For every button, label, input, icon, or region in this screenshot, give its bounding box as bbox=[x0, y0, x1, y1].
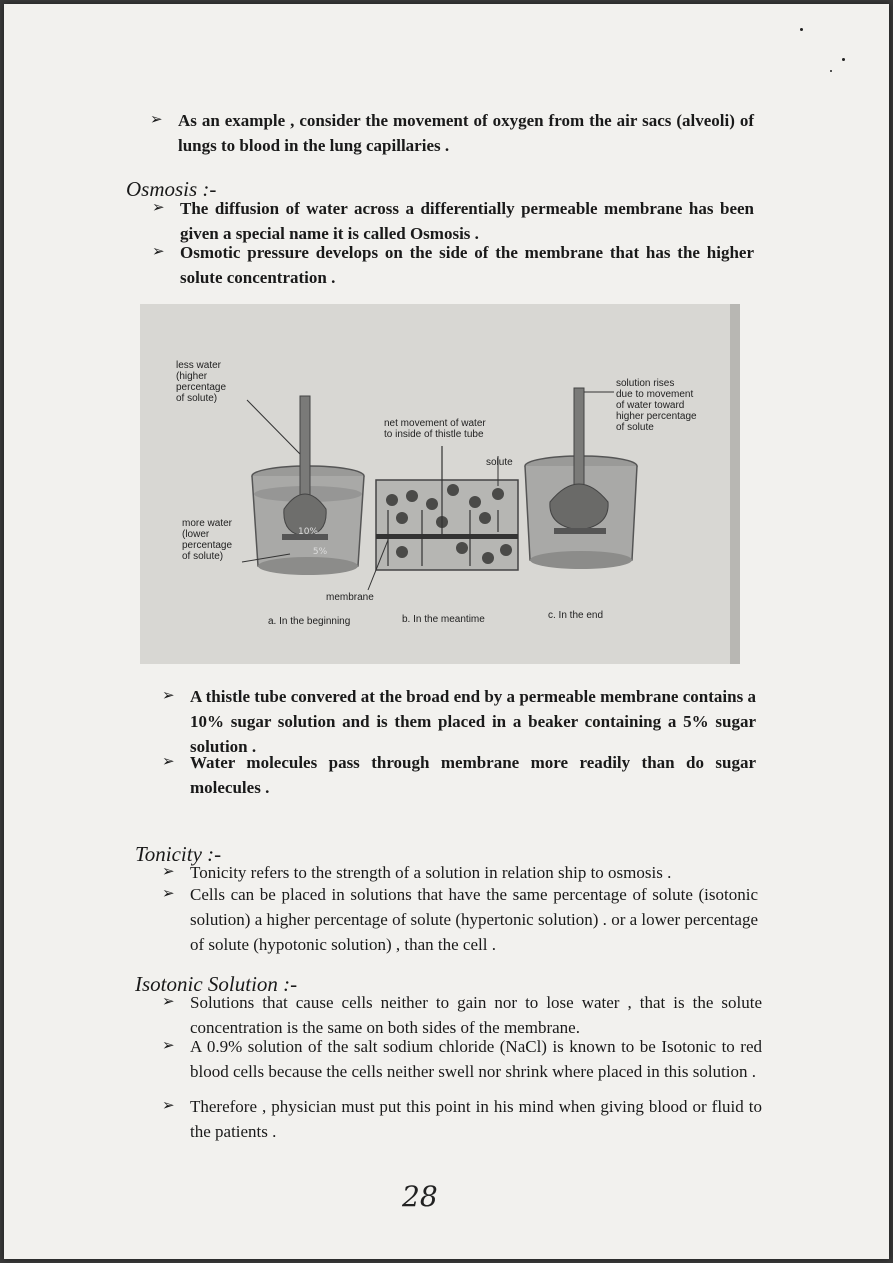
arrow-bullet-icon: ➢ bbox=[162, 864, 175, 880]
label-membrane: membrane bbox=[326, 592, 374, 603]
label-solute: solute bbox=[486, 457, 513, 468]
label-net-movement: net movement of water to inside of thistle tube bbox=[384, 418, 486, 440]
isotonic-heading: Isotonic Solution :- bbox=[135, 972, 298, 996]
tonicity-heading: Tonicity :- bbox=[135, 842, 222, 866]
tonicity-bullet: ➢ Tonicity refers to the strength of a solution in relation ship to osmosis . bbox=[190, 860, 758, 885]
scan-speck bbox=[830, 70, 832, 72]
page-number: 28 bbox=[402, 1180, 438, 1213]
label-solution-rises: solution rises due to movement of water toward higher percentage of solute bbox=[616, 378, 697, 433]
thistle-bullet: ➢ A thistle tube convered at the broad end by a permeable membrane contains a 10% sugar solution and is them placed in a beaker containing a 5% sugar solution . bbox=[190, 684, 756, 759]
isotonic-bullet: ➢ Therefore , physician must put this point in his mind when giving blood or fluid to the patients . bbox=[190, 1094, 762, 1144]
label-more-water: more water (lower percentage of solute) bbox=[182, 518, 233, 562]
caption-meantime: b. In the meantime bbox=[402, 614, 485, 625]
arrow-bullet-icon: ➢ bbox=[162, 886, 175, 902]
arrow-bullet-icon: ➢ bbox=[162, 754, 175, 770]
scan-speck bbox=[800, 28, 803, 31]
arrow-bullet-icon: ➢ bbox=[150, 112, 163, 128]
osmosis-bullet: ➢ Osmotic pressure develops on the side of the membrane that has the higher solute concentration . bbox=[180, 240, 754, 290]
arrow-bullet-icon: ➢ bbox=[162, 1098, 175, 1114]
osmosis-bullet: ➢ The diffusion of water across a differentially permeable membrane has been given a special name it is called Osmosis . bbox=[180, 196, 754, 246]
inner-percentage-label: 10% bbox=[297, 527, 319, 537]
caption-beginning: a. In the beginning bbox=[268, 616, 351, 627]
arrow-bullet-icon: ➢ bbox=[152, 244, 165, 260]
caption-end: c. In the end bbox=[548, 610, 604, 621]
scan-speck bbox=[842, 58, 845, 61]
arrow-bullet-icon: ➢ bbox=[152, 200, 165, 216]
tonicity-bullet: ➢ Cells can be placed in solutions that have the same percentage of solute (isotonic solution) a higher percentage of solute (hypertonic solution) . or a lower percentage of solute (hypotonic solution) , than the cell . bbox=[190, 882, 758, 957]
outer-percentage-label: 5% bbox=[312, 547, 328, 557]
label-less-water: less water (higher percentage of solute) bbox=[176, 360, 227, 404]
osmosis-heading: Osmosis :- bbox=[126, 177, 217, 201]
document-page bbox=[4, 4, 889, 1259]
intro-bullet: ➢ As an example , consider the movement of oxygen from the air sacs (alveoli) of lungs to blood in the lung capillaries . bbox=[178, 108, 754, 158]
osmosis-diagram bbox=[140, 304, 740, 664]
arrow-bullet-icon: ➢ bbox=[162, 1038, 175, 1054]
thistle-bullet: ➢ Water molecules pass through membrane more readily than do sugar molecules . bbox=[190, 750, 756, 800]
arrow-bullet-icon: ➢ bbox=[162, 688, 175, 704]
arrow-bullet-icon: ➢ bbox=[162, 994, 175, 1010]
isotonic-bullet: ➢ A 0.9% solution of the salt sodium chloride (NaCl) is known to be Isotonic to red blood cells because the cells neither swell nor shrink where placed in this solution . bbox=[190, 1034, 762, 1084]
isotonic-bullet: ➢ Solutions that cause cells neither to gain nor to lose water , that is the solute concentration is the same on both sides of the membrane. bbox=[190, 990, 762, 1040]
osmosis-figure bbox=[140, 304, 740, 664]
